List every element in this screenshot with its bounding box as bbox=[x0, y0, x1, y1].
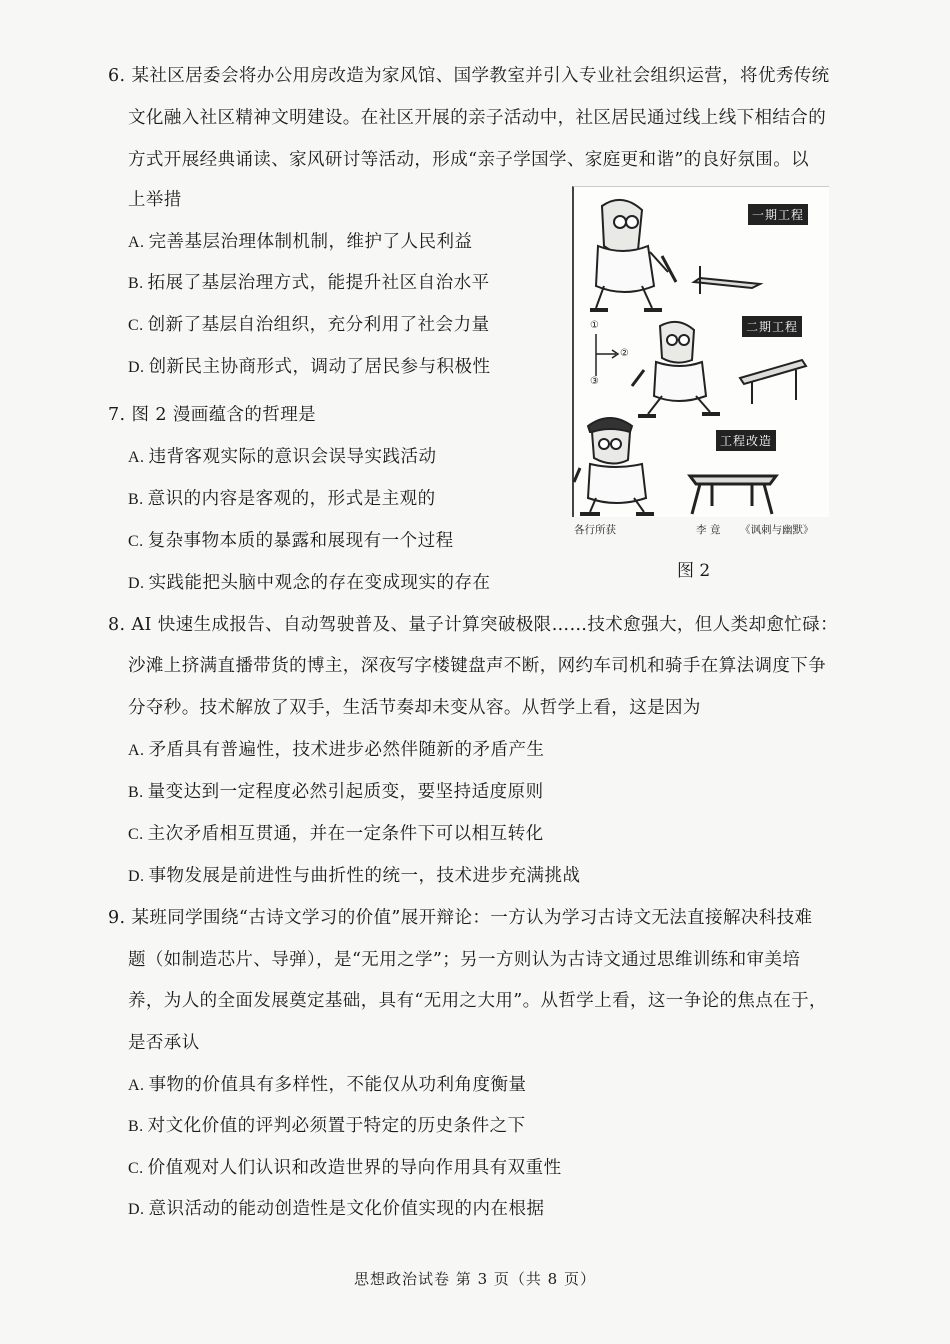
page-footer: 思想政治试卷 第 3 页（共 8 页） bbox=[354, 1270, 596, 1288]
q6-option-b: B. 拓展了基层治理方式，能提升社区自治水平 bbox=[128, 273, 490, 293]
stage-label-1: 一期工程 bbox=[748, 204, 808, 225]
q9-option-b: B. 对文化价值的评判必须置于特定的历史条件之下 bbox=[128, 1116, 526, 1136]
arrow-diagram bbox=[596, 334, 618, 376]
q6-stem-line-2: 文化融入社区精神文明建设。在社区开展的亲子活动中，社区居民通过线上线下相结合的 bbox=[128, 108, 827, 128]
q8-stem-line-1: 8. AI 快速生成报告、自动驾驶普及、量子计算突破极限……技术愈强大，但人类却愈忙碌： bbox=[108, 615, 838, 635]
q8-stem-line-3: 分夺秒。技术解放了双手，生活节奏却未变从容。从哲学上看，这是因为 bbox=[128, 698, 701, 718]
stool-3-illustration bbox=[690, 476, 776, 514]
stool-1-illustration bbox=[694, 266, 760, 294]
q9-option-d: D. 意识活动的能动创造性是文化价值实现的内在根据 bbox=[128, 1199, 545, 1219]
q6-option-c: C. 创新了基层自治组织，充分利用了社会力量 bbox=[128, 315, 490, 335]
cartoon-source: 《讽刺与幽默》 bbox=[740, 524, 814, 536]
cartoon-author: 李 竟 bbox=[696, 524, 721, 536]
mark-2: ② bbox=[620, 348, 629, 359]
q6-option-a: A. 完善基层治理体制机制，维护了人民利益 bbox=[128, 232, 473, 252]
q8-option-b: B. 量变达到一定程度必然引起质变，要坚持适度原则 bbox=[128, 782, 544, 802]
q6-stem-line-1: 6. 某社区居委会将办公用房改造为家风馆、国学教室并引入专业社会组织运营，将优秀传统 bbox=[108, 66, 830, 86]
worker-1-illustration bbox=[590, 200, 676, 310]
stool-2-illustration bbox=[740, 360, 806, 404]
q8-option-a: A. 矛盾具有普遍性，技术进步必然伴随新的矛盾产生 bbox=[128, 740, 545, 760]
q9-stem-line-2: 题（如制造芯片、导弹），是“无用之学”；另一方则认为古诗文通过思维训练和审美培 bbox=[128, 950, 801, 970]
q7-option-c: C. 复杂事物本质的暴露和展现有一个过程 bbox=[128, 531, 454, 551]
q8-option-c: C. 主次矛盾相互贯通，并在一定条件下可以相互转化 bbox=[128, 824, 544, 844]
stage-label-2: 二期工程 bbox=[742, 316, 802, 337]
q9-stem-line-1: 9. 某班同学围绕“古诗文学习的价值”展开辩论：一方认为学习古诗文无法直接解决科技难 bbox=[108, 908, 813, 928]
q7-option-a: A. 违背客观实际的意识会误导实践活动 bbox=[128, 447, 437, 467]
worker-2-illustration bbox=[632, 322, 720, 416]
q9-stem-line-4: 是否承认 bbox=[128, 1033, 200, 1053]
q7-option-b: B. 意识的内容是客观的，形式是主观的 bbox=[128, 489, 436, 509]
mark-3: ③ bbox=[590, 376, 599, 387]
q7-option-d: D. 实践能把头脑中观念的存在变成现实的存在 bbox=[128, 573, 491, 593]
q8-stem-line-2: 沙滩上挤满直播带货的博主，深夜写字楼键盘声不断，网约车司机和骑手在算法调度下争 bbox=[128, 656, 827, 676]
q9-stem-line-3: 养，为人的全面发展奠定基础，具有“无用之大用”。从哲学上看，这一争论的焦点在于， bbox=[128, 991, 827, 1011]
cartoon-figure bbox=[572, 186, 827, 544]
cartoon-drawing bbox=[572, 186, 827, 516]
q6-stem-line-3: 方式开展经典诵读、家风研讨等活动，形成“亲子学国学、家庭更和谐”的良好氛围。以 bbox=[128, 150, 809, 170]
q8-option-d: D. 事物发展是前进性与曲折性的统一，技术进步充满挑战 bbox=[128, 866, 581, 886]
figure-caption: 图 2 bbox=[677, 561, 711, 581]
q6-option-d: D. 创新民主协商形式，调动了居民参与积极性 bbox=[128, 357, 491, 377]
mark-1: ① bbox=[590, 320, 599, 331]
q9-option-a: A. 事物的价值具有多样性，不能仅从功利角度衡量 bbox=[128, 1075, 527, 1095]
q9-option-c: C. 价值观对人们认识和改造世界的导向作用具有双重性 bbox=[128, 1158, 562, 1178]
worker-3-illustration bbox=[574, 418, 654, 514]
stage-label-3: 工程改造 bbox=[716, 430, 776, 451]
q7-stem: 7. 图 2 漫画蕴含的哲理是 bbox=[108, 405, 317, 425]
cartoon-title: 各行所获 bbox=[574, 524, 616, 536]
q6-stem-line-4: 上举措 bbox=[128, 190, 182, 210]
